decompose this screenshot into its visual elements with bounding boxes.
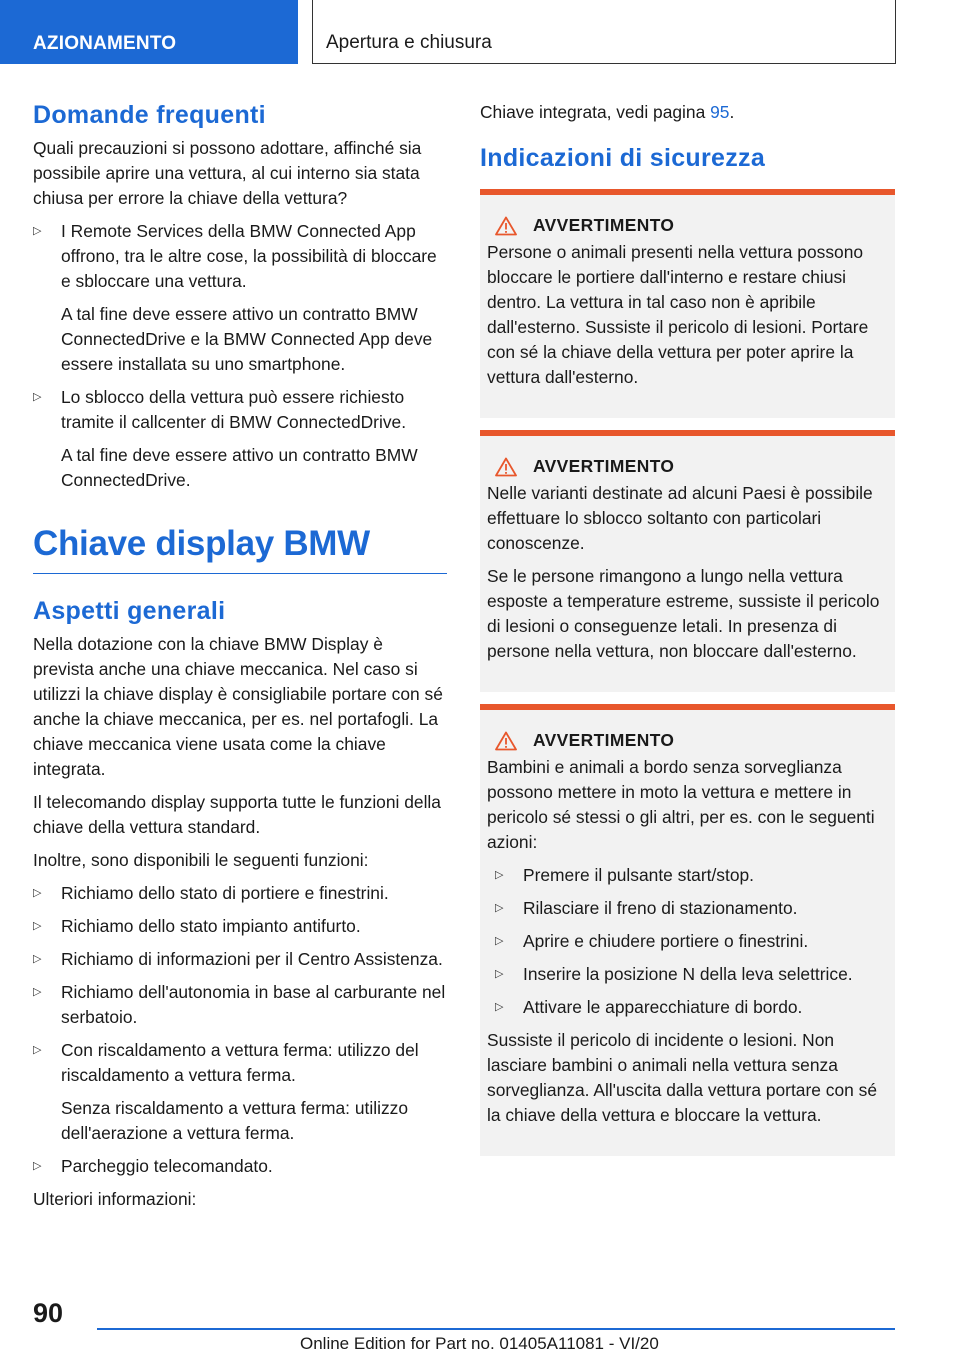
more-info: Ulteriori informazioni: bbox=[33, 1189, 197, 1209]
bullet-triangle-icon: ▷ bbox=[33, 953, 42, 965]
bullet-triangle-icon: ▷ bbox=[495, 902, 504, 914]
list-item: ▷ Richiamo dello stato impianto antifurto. bbox=[33, 914, 447, 939]
faq-list bbox=[33, 219, 447, 493]
list-item: ▷ I Remote Services della BMW Connected App offrono, tra le altre cose, la possibilità di bloccare e sbloccare una vettura. A tal fine deve essere attivo un contratto BMW ConnectedDrive e la BMW Connected App deve essere installata su uno smartphone. bbox=[33, 221, 437, 374]
list-item: ▷ Richiamo dello stato di portiere e finestrini. bbox=[33, 881, 447, 906]
chapter-title: Apertura e chiusura bbox=[312, 0, 896, 64]
bullet-triangle-icon: ▷ bbox=[33, 920, 42, 932]
bullet-triangle-icon: ▷ bbox=[495, 869, 504, 881]
bullet-triangle-icon: ▷ bbox=[33, 986, 42, 998]
warning-triangle-icon bbox=[495, 457, 517, 477]
warning-text: Se le persone rimangono a lungo nella vettura esposte a temperature estreme, sussiste il pericolo di lesioni o conseguenze letali. In presenza di persone nella vettura, non bloccare dall'esterno. bbox=[487, 566, 880, 661]
general-paragraph-1: Nella dotazione con la chiave BMW Display è prevista anche una chiave meccanica. Nel caso si utilizzi la chiave display è consigliabile portare con sé anche la chiave meccanica, per es. nel portafogli. La chiave meccanica viene usata come la chiave integrata. bbox=[33, 634, 443, 779]
list-item: ▷ Lo sblocco della vettura può essere richiesto tramite il callcenter di BMW ConnectedDrive. A tal fine deve essere attivo un contratto BMW ConnectedDrive. bbox=[33, 387, 418, 490]
warning-header bbox=[495, 215, 889, 236]
general-heading: Aspetti generali bbox=[33, 597, 226, 625]
bullet-triangle-icon: ▷ bbox=[33, 1044, 42, 1056]
list-item: ▷ Rilasciare il freno di stazionamento. bbox=[495, 896, 889, 921]
warning-title: AVVERTIMENTO bbox=[533, 456, 675, 476]
list-item: ▷ Richiamo di informazioni per il Centro Assistenza. bbox=[33, 947, 447, 972]
list-item: ▷ Aprire e chiudere portiere o finestrini. bbox=[495, 929, 889, 954]
page-number: 90 bbox=[33, 1298, 64, 1328]
bullet-triangle-icon: ▷ bbox=[495, 968, 504, 980]
bullet-triangle-icon: ▷ bbox=[33, 391, 42, 403]
warning-title: AVVERTIMENTO bbox=[533, 215, 675, 235]
warning-box bbox=[480, 704, 895, 1156]
warning-triangle-icon bbox=[495, 216, 517, 236]
list-item: ▷ Parcheggio telecomandato. bbox=[33, 1154, 447, 1179]
functions-list bbox=[33, 881, 447, 1179]
page-link[interactable]: 95 bbox=[710, 102, 730, 122]
general-paragraph-3: Inoltre, sono disponibili le seguenti funzioni: bbox=[33, 850, 369, 870]
warning-actions-list bbox=[487, 863, 889, 1020]
bullet-triangle-icon: ▷ bbox=[33, 225, 42, 237]
warning-box bbox=[480, 189, 895, 418]
faq-question: Quali precauzioni si possono adottare, affinché sia possibile aprire una vettura, al cui interno sia stata chiusa per errore la chiave della vettura? bbox=[33, 138, 422, 208]
general-paragraph-2: Il telecomando display supporta tutte le funzioni della chiave della vettura standard. bbox=[33, 792, 441, 837]
list-item: ▷ Con riscaldamento a vettura ferma: utilizzo del riscaldamento a vettura ferma. Senza riscaldamento a vettura ferma: utilizzo dell'aerazione a vettura ferma. bbox=[33, 1040, 419, 1143]
integrated-key-reference: Chiave integrata, vedi pagina 95. bbox=[480, 102, 735, 122]
footer-divider bbox=[97, 1328, 895, 1330]
right-column bbox=[480, 100, 895, 1168]
faq-heading: Domande frequenti bbox=[33, 101, 266, 129]
safety-heading: Indicazioni di sicurezza bbox=[480, 144, 766, 172]
list-item: ▷ Attivare le apparecchiature di bordo. bbox=[495, 995, 889, 1020]
bullet-triangle-icon: ▷ bbox=[495, 935, 504, 947]
warning-intro: Bambini e animali a bordo senza sorveglianza possono mettere in moto la vettura e mettere in pericolo sé stessi o gli altri, per es. con le seguenti azioni: bbox=[487, 757, 875, 852]
warning-triangle-icon bbox=[495, 731, 517, 751]
bullet-triangle-icon: ▷ bbox=[495, 1001, 504, 1013]
warning-text: Nelle varianti destinate ad alcuni Paesi è possibile effettuare lo sblocco soltanto con particolari conoscenze. bbox=[487, 483, 873, 553]
warning-outro: Sussiste il pericolo di incidente o lesioni. Non lasciare bambini o animali nella vettura senza sorveglianza. All'uscita dalla vettura portare con sé la chiave della vettura e bloccare la vettura. bbox=[487, 1030, 877, 1125]
list-item: ▷ Premere il pulsante start/stop. bbox=[495, 863, 889, 888]
left-column bbox=[33, 100, 447, 1220]
section-tab: AZIONAMENTO bbox=[0, 0, 298, 64]
bullet-triangle-icon: ▷ bbox=[33, 887, 42, 899]
warning-title: AVVERTIMENTO bbox=[533, 730, 675, 750]
warning-text: Persone o animali presenti nella vettura possono bloccare le portiere dall'interno e restare chiusi dentro. La vettura in tal caso non è apribile dall'esterno. Sussiste il pericolo di lesioni. Portare con sé la chiave della vettura per poter aprire la vettura dall'esterno. bbox=[487, 242, 869, 387]
warning-box bbox=[480, 430, 895, 692]
warning-header bbox=[495, 730, 889, 751]
bullet-triangle-icon: ▷ bbox=[33, 1160, 42, 1172]
list-item: ▷ Inserire la posizione N della leva selettrice. bbox=[495, 962, 889, 987]
warning-header bbox=[495, 456, 889, 477]
list-item: ▷ Richiamo dell'autonomia in base al carburante nel serbatoio. bbox=[33, 982, 446, 1027]
display-key-heading: Chiave display BMW bbox=[33, 523, 447, 574]
footer-edition: Online Edition for Part no. 01405A11081 - VI/20 bbox=[300, 1334, 659, 1353]
